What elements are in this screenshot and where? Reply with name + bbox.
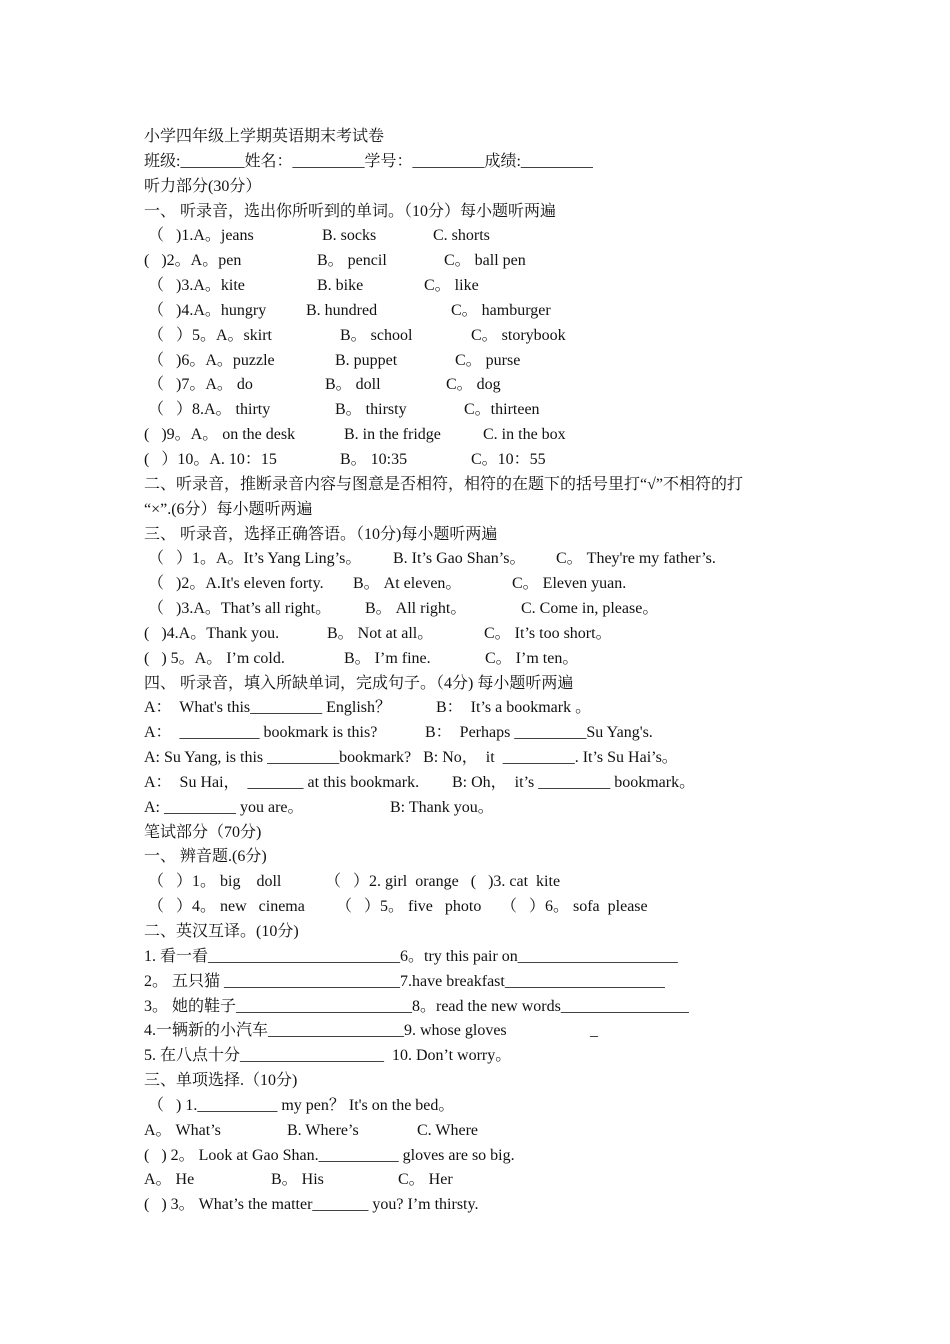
text-run: B. in the fridge (344, 426, 441, 444)
text-run: （ ）6。 sofa please (501, 898, 648, 916)
text-line (144, 249, 844, 274)
text-run: B. Where’s (287, 1121, 359, 1139)
text-line (144, 721, 844, 746)
text-line (144, 995, 844, 1020)
text-run: B. puppet (335, 351, 398, 369)
text-run: C. in the box (483, 426, 566, 444)
text-run: C。 hamburger (451, 301, 551, 319)
text-run: 一、 听录音，选出你所听到的单词。（10分）每小题听两遍 (144, 202, 557, 220)
text-run: A： Su Hai， _______ at this bookmark. (144, 773, 420, 791)
text-line (144, 572, 844, 597)
text-run: B。 At eleven。 (353, 575, 462, 593)
text-run: ( )2。A。pen (144, 252, 242, 270)
text-run: （ ）2. girl orange ( )3. cat kite (325, 873, 561, 891)
text-line (144, 274, 844, 299)
text-run: C。10：55 (471, 450, 546, 468)
text-run: ( ) 2。 Look at Gao Shan.__________ gloves are so big. (144, 1146, 515, 1164)
text-run: C。 dog (446, 376, 501, 394)
text-run: B。 I’m fine. (344, 649, 431, 667)
text-run: B。 doll (325, 376, 381, 394)
text-line (144, 1119, 844, 1144)
text-line (144, 448, 844, 473)
text-run: C。thirteen (464, 401, 540, 419)
text-run: A。 He (144, 1171, 195, 1189)
text-line (144, 324, 844, 349)
text-run: 4.一辆新的小汽车_________________9. whose gloves (144, 1022, 507, 1040)
text-line (144, 845, 844, 870)
text-run: （ ）4。 new cinema (144, 898, 305, 916)
text-run: （ ）1。 big doll (144, 873, 282, 891)
text-run: _ (590, 1022, 598, 1040)
text-line (144, 771, 844, 796)
text-run: B。 thirsty (335, 401, 407, 419)
text-run: B： Perhaps _________Su Yang's. (425, 724, 653, 742)
text-line (144, 1094, 844, 1119)
text-line (144, 647, 844, 672)
text-line (144, 125, 844, 150)
text-run: ( )9。A。 on the desk (144, 426, 296, 444)
text-run: （ ) 1.__________ my pen？ It's on the bed。 (144, 1096, 455, 1114)
text-run: B. socks (322, 227, 377, 245)
text-run: 二、英汉互译。(10分) (144, 923, 299, 940)
text-line (144, 895, 844, 920)
text-run: C。 ball pen (444, 252, 526, 270)
text-run: B。 10:35 (340, 450, 408, 468)
text-run: （ ）1。A。It’s Yang Ling’s。 (144, 550, 362, 568)
text-line (144, 1168, 844, 1193)
text-run: （ )6。A。puzzle (144, 351, 275, 369)
text-run: B. bike (317, 277, 364, 295)
text-run: （ ）5。 five photo (336, 898, 482, 916)
text-line (144, 970, 844, 995)
text-run: 5. 在八点十分__________________ 10. Don’t worry。 (144, 1047, 512, 1065)
text-line (144, 175, 844, 200)
text-run: “×”.(6分）每小题听两遍 (144, 500, 313, 518)
text-run: （ )2。A.It's eleven forty. (144, 575, 324, 593)
text-run: B: Oh， it’s _________ bookmark。 (452, 773, 696, 791)
text-line (144, 373, 844, 398)
text-run: （ )3.A。kite (144, 277, 245, 295)
text-run: 三、单项选择.（10分) (144, 1072, 298, 1090)
text-line (144, 498, 844, 523)
text-run: ( ）10。A. 10：15 (144, 450, 277, 468)
text-run: 小学四年级上学期英语期末考试卷 (144, 128, 385, 145)
text-line (144, 200, 844, 225)
text-line (144, 473, 844, 498)
text-line (144, 349, 844, 374)
text-run: B。 Not at all。 (327, 624, 434, 642)
text-run: （ ）8.A。 thirty (144, 401, 271, 419)
text-line (144, 224, 844, 249)
text-run: A: Su Yang, is this _________bookmark? B: No， it _________. It’s Su Hai’s。 (144, 749, 678, 767)
text-line (144, 423, 844, 448)
text-run: B. It’s Gao Shan’s。 (393, 550, 526, 568)
text-run: A。 What’s (144, 1121, 221, 1139)
text-run: C。 purse (455, 351, 521, 369)
text-run: C。 Eleven yuan. (512, 575, 627, 593)
text-run: 班级:________姓名：_________学号：_________成绩:_________ (144, 152, 593, 170)
text-line (144, 821, 844, 846)
text-line (144, 870, 844, 895)
text-run: （ )3.A。That’s all right。 (144, 600, 332, 618)
text-run: C。 Her (398, 1171, 453, 1189)
text-line (144, 1019, 844, 1044)
text-line (144, 299, 844, 324)
text-line (144, 1193, 844, 1218)
text-run: A： What's this_________ English？ (144, 699, 392, 717)
text-run: C。 It’s too short。 (484, 624, 612, 642)
text-run: 四、 听录音，填入所缺单词，完成句子。（4分) 每小题听两遍 (144, 674, 574, 692)
text-run: （ ）5。A。skirt (144, 326, 273, 344)
text-line (144, 622, 844, 647)
text-run: C. Where (417, 1121, 479, 1139)
text-line (144, 672, 844, 697)
text-run: B： It’s a bookmark 。 (436, 699, 592, 717)
text-line (144, 920, 844, 945)
text-run: 1. 看一看________________________6。try this pair on____________________ (144, 947, 678, 965)
text-run: B. hundred (306, 301, 378, 319)
text-line (144, 1044, 844, 1069)
text-run: C. Come in, please。 (521, 600, 659, 618)
text-line (144, 696, 844, 721)
text-run: C。 They're my father’s. (556, 550, 716, 568)
text-run: 笔试部分（70分) (144, 823, 262, 841)
text-line (144, 547, 844, 572)
text-run: C。 like (424, 277, 479, 295)
text-run: B。 school (340, 326, 413, 344)
text-line (144, 150, 844, 175)
text-line (144, 523, 844, 548)
text-line (144, 945, 844, 970)
text-run: B。 pencil (317, 252, 387, 270)
text-run: ( ) 3。 What’s the matter_______ you? I’m thirsty. (144, 1196, 479, 1214)
text-run: C。 I’m ten。 (485, 649, 579, 667)
text-run: 三、 听录音，选择正确答语。（10分)每小题听两遍 (144, 525, 498, 543)
text-run: B。 His (271, 1171, 324, 1189)
text-run: （ )7。A。 do (144, 376, 253, 394)
text-line (144, 398, 844, 423)
text-line (144, 1069, 844, 1094)
text-run: 一、 辨音题.(6分) (144, 848, 267, 866)
text-run: C. shorts (433, 227, 490, 245)
text-run: （ )4.A。hungry (144, 301, 267, 319)
text-run: ( )4.A。Thank you. (144, 624, 280, 642)
text-run: B: Thank you。 (390, 798, 494, 816)
text-run: A： __________ bookmark is this? (144, 724, 378, 742)
text-run: ( ) 5。A。 I’m cold. (144, 649, 285, 667)
text-run: A: _________ you are。 (144, 798, 304, 816)
text-run: （ )1.A。jeans (144, 227, 254, 245)
exam-paper (144, 125, 844, 1218)
text-run: C。 storybook (471, 326, 566, 344)
text-run: 二、听录音，推断录音内容与图意是否相符，相符的在题下的括号里打“√”不相符的打 (144, 475, 743, 493)
text-line (144, 1144, 844, 1169)
text-line (144, 746, 844, 771)
text-line (144, 796, 844, 821)
text-run: 听力部分(30分） (144, 177, 262, 195)
text-run: 2。 五只猫 ______________________7.have breakfast____________________ (144, 972, 665, 990)
text-run: B。 All right。 (365, 600, 467, 618)
text-line (144, 597, 844, 622)
text-run: 3。 她的鞋子______________________8。read the new words________________ (144, 997, 689, 1015)
